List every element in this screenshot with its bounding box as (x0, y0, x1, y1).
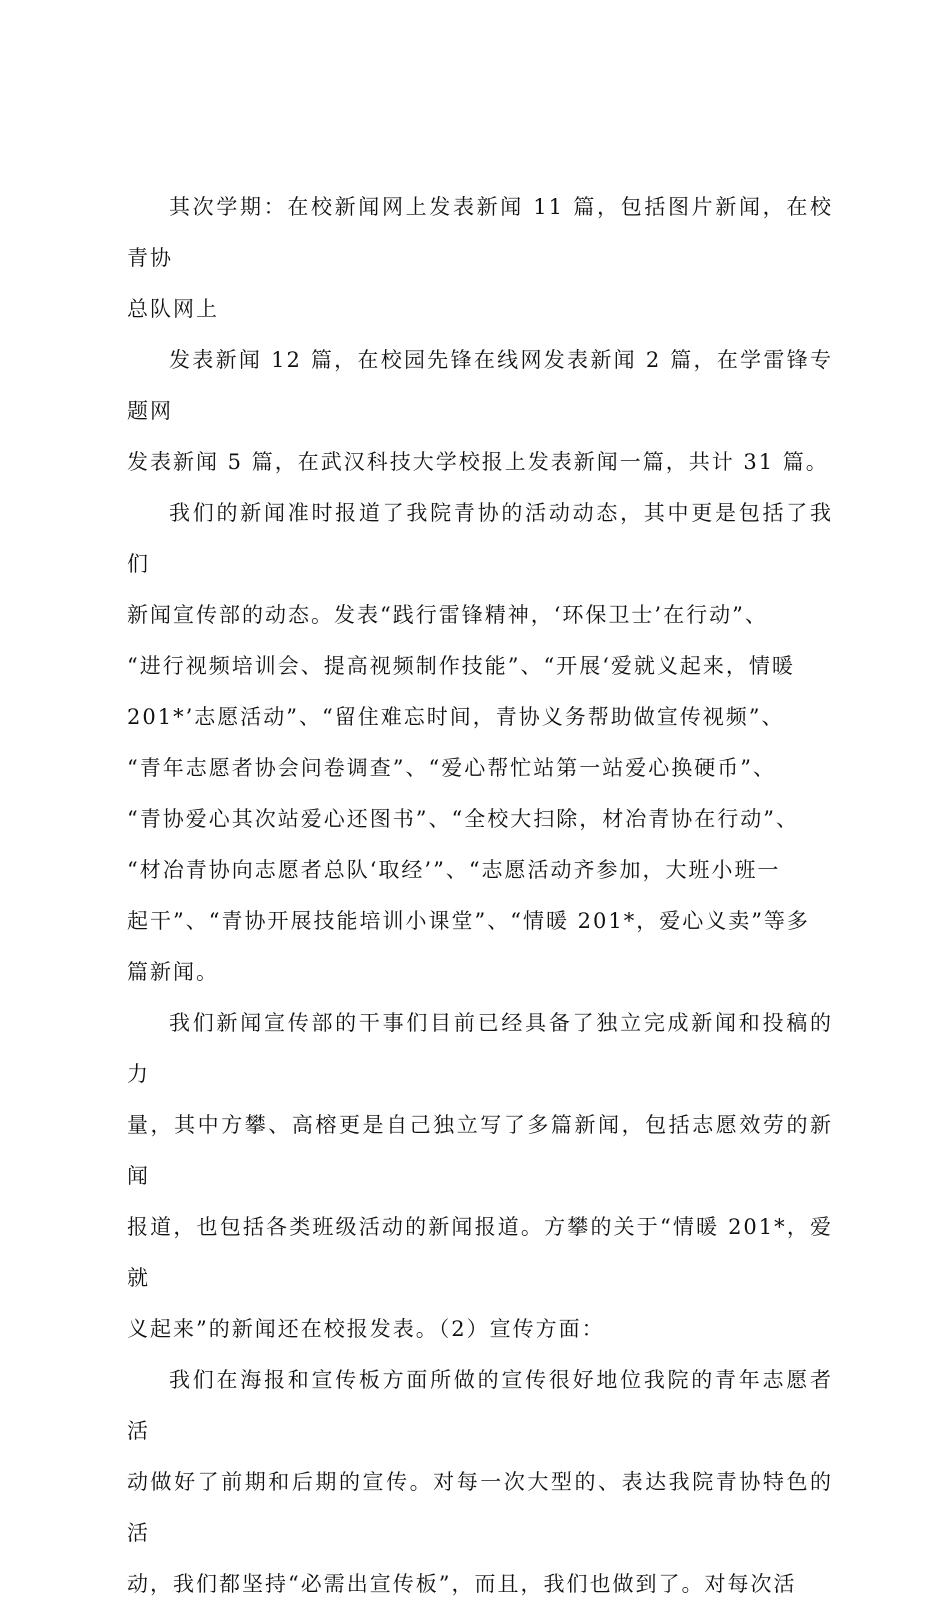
text-line: “青协爱心其次站爱心还图书”、“全校大扫除，材冶青协在行动”、 (127, 807, 799, 831)
text-line: “进行视频培训会、提高视频制作技能”、“开展‘爱就义起来，情暖 (127, 654, 795, 678)
document-body (127, 182, 833, 1610)
text-line: 我们新闻宣传部的干事们目前已经具备了独立完成新闻和投稿的力 (127, 1011, 833, 1086)
text-line: “材冶青协向志愿者总队‘取经’”、“志愿活动齐参加，大班小班一 (127, 858, 781, 882)
text-line: 其次学期：在校新闻网上发表新闻 11 篇，包括图片新闻，在校青协 (127, 195, 833, 270)
text-line: 义起来”的新闻还在校报发表。（2）宣传方面： (127, 1317, 605, 1341)
text-line: 量，其中方攀、高榕更是自己独立写了多篇新闻，包括志愿效劳的新闻 (127, 1113, 833, 1188)
text-line: 我们在海报和宣传板方面所做的宣传很好地位我院的青年志愿者活 (127, 1368, 833, 1443)
text-line: 新闻宣传部的动态。发表“践行雷锋精神，‘环保卫士’在行动”、 (127, 603, 768, 627)
text-line: 起干”、“青协开展技能培训小课堂”、“情暖 201*，爱心义卖”等多 (127, 909, 810, 933)
paragraph-news-count (127, 335, 833, 488)
text-line: 篇新闻。 (127, 960, 219, 984)
paragraph-publicity (127, 1355, 833, 1610)
paragraph-second-semester (127, 182, 833, 335)
text-line: 动，我们都坚持“必需出宣传板”，而且，我们也做到了。对每次活 (127, 1572, 797, 1596)
paragraph-news-coverage (127, 488, 833, 998)
text-line: 发表新闻 5 篇，在武汉科技大学校报上发表新闻一篇，共计 31 篇。 (127, 450, 829, 474)
text-line: 发表新闻 12 篇，在校园先锋在线网发表新闻 2 篇，在学雷锋专题网 (127, 348, 833, 423)
text-line: 报道，也包括各类班级活动的新闻报道。方攀的关于“情暖 201*，爱就 (127, 1215, 833, 1290)
text-line: 动做好了前期和后期的宣传。对每一次大型的、表达我院青协特色的活 (127, 1470, 833, 1545)
text-line: 总队网上 (127, 297, 219, 321)
text-line: “青年志愿者协会问卷调查”、“爱心帮忙站第一站爱心换硬币”、 (127, 756, 776, 780)
text-line: 201*’志愿活动”、“留住难忘时间，青协义务帮助做宣传视频”、 (127, 705, 785, 729)
text-line: 我们的新闻准时报道了我院青协的活动动态，其中更是包括了我们 (127, 501, 833, 576)
paragraph-staff-ability (127, 998, 833, 1355)
